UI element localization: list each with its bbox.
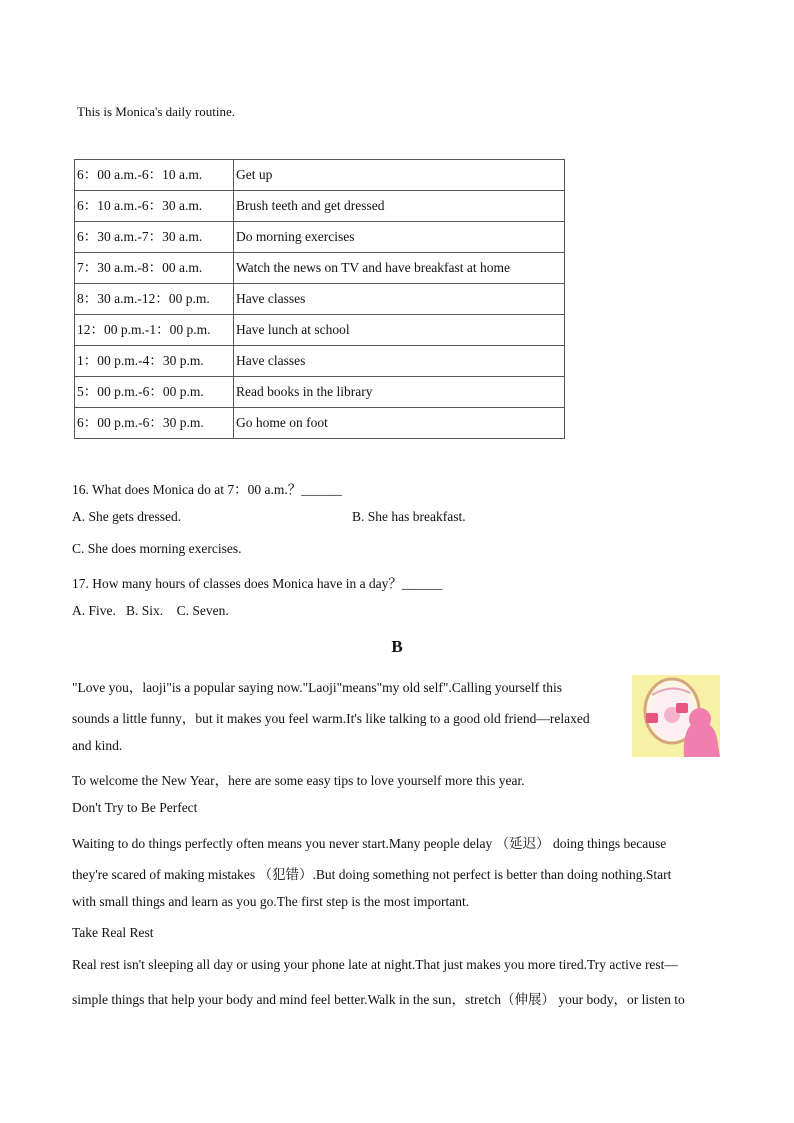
time-cell: 7：30 a.m.-8：00 a.m. [75,253,234,284]
activity-cell: Have classes [234,284,565,315]
intro-text: This is Monica's daily routine. [77,104,235,119]
activity-cell: Do morning exercises [234,222,565,253]
time-cell: 6：10 a.m.-6：30 a.m. [75,191,234,222]
time-cell: 6：00 a.m.-6：10 a.m. [75,160,234,191]
time-cell: 6：00 p.m.-6：30 p.m. [75,408,234,439]
passage-line: and kind. [72,738,123,753]
table-row [75,284,565,315]
section-b-heading: B [391,637,403,656]
passage-line: "Love you，laoji"is a popular saying now."Laoji"means"my old self".Calling yourself this [72,680,562,695]
passage-line: with small things and learn as you go.The first step is the most important. [72,894,470,909]
question-16-option-c: C. She does morning exercises. [72,541,242,556]
activity-cell: Have classes [234,346,565,377]
activity-cell: Have lunch at school [234,315,565,346]
question-16-option-a: A. She gets dressed. [72,509,182,524]
table-row [75,408,565,439]
passage-line: To welcome the New Year，here are some easy tips to love yourself more this year. [72,773,525,788]
table-row [75,377,565,408]
activity-cell: Brush teeth and get dressed [234,191,565,222]
table-row [75,222,565,253]
mirror-illustration [632,675,720,757]
table-row [75,346,565,377]
routine-table [74,159,565,439]
table-row [75,253,565,284]
time-cell: 1：00 p.m.-4：30 p.m. [75,346,234,377]
question-17-options: A. Five. B. Six. C. Seven. [72,603,229,618]
passage-line: Waiting to do things perfectly often means you never start.Many people delay （延迟） doing things because [72,836,667,851]
passage-line: they're scared of making mistakes （犯错）.But doing something not perfect is better than doing nothing.Start [72,867,672,882]
question-16-option-b: B. She has breakfast. [352,509,466,524]
time-cell: 6：30 a.m.-7：30 a.m. [75,222,234,253]
question-17-stem: 17. How many hours of classes does Monica have in a day？______ [72,576,443,591]
table-row [75,160,565,191]
activity-cell: Go home on foot [234,408,565,439]
passage-line: simple things that help your body and mind feel better.Walk in the sun，stretch（伸展） your body，or listen to [72,992,685,1007]
passage-line: sounds a little funny，but it makes you feel warm.It's like talking to a good old friend—relaxed [72,711,590,726]
time-cell: 12：00 p.m.-1：00 p.m. [75,315,234,346]
passage-line: Real rest isn't sleeping all day or using your phone late at night.That just makes you more tired.Try active rest— [72,957,678,972]
time-cell: 5：00 p.m.-6：00 p.m. [75,377,234,408]
time-cell: 8：30 a.m.-12：00 p.m. [75,284,234,315]
subheading-take-real-rest: Take Real Rest [72,925,154,940]
table-row [75,191,565,222]
question-16-stem: 16. What does Monica do at 7：00 a.m.？______ [72,482,342,497]
table-row [75,315,565,346]
cartoon-mirror-icon [632,675,720,757]
subheading-dont-try-to-be-perfect: Don't Try to Be Perfect [72,800,198,815]
activity-cell: Watch the news on TV and have breakfast at home [234,253,565,284]
activity-cell: Get up [234,160,565,191]
activity-cell: Read books in the library [234,377,565,408]
